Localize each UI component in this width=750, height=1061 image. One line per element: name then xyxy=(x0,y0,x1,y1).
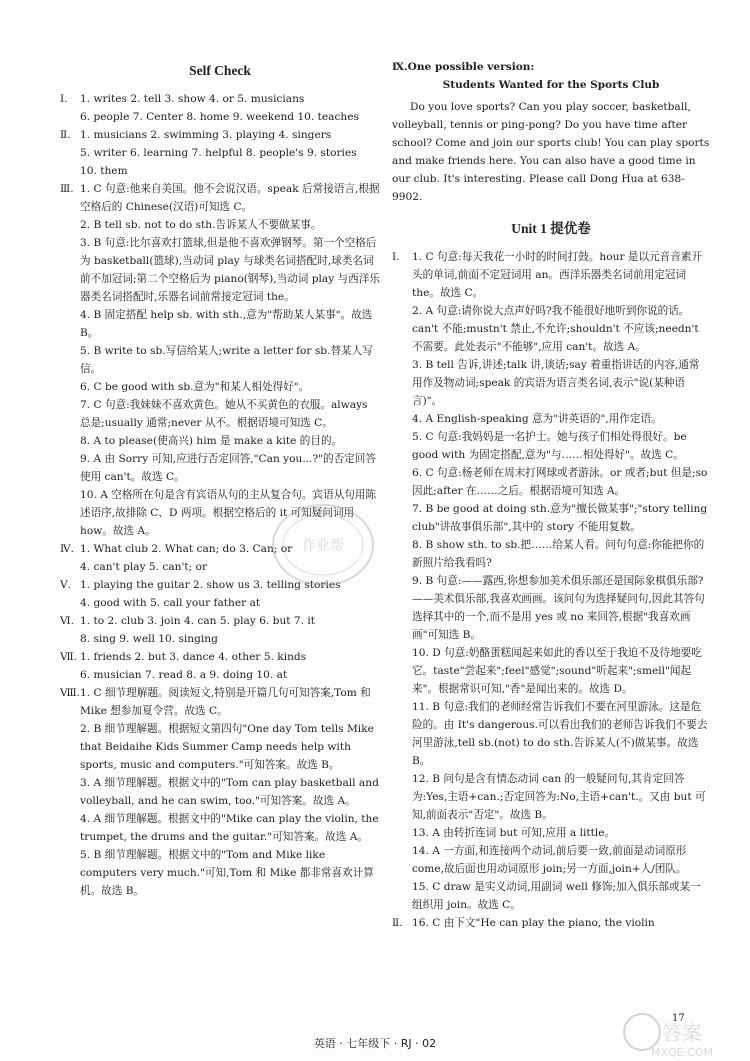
answer-text: 1. musicians 2. swimming 3. playing 4. singers xyxy=(80,129,332,141)
answer-text: 5. B write to sb.写信给某人;write a letter for sb.替某人写信。 xyxy=(80,345,373,375)
section-number: Ⅵ. xyxy=(60,615,75,627)
answer-line xyxy=(60,378,380,396)
answer-text: 1. What club 2. What can; do 3. Can; or xyxy=(80,543,293,555)
answer-line xyxy=(60,144,380,162)
answer-line xyxy=(60,666,380,684)
section-number: Ⅳ. xyxy=(60,543,74,555)
answer-text: 11. B 句意:我们的老师经常告诉我们不要在河里游泳。这是危险的。由 It's dangerous.可以看出我们的老师告诉我们不要去河里游泳,tell sb.(not) to do sth.告诉某人(不)做某事。故选 B。 xyxy=(412,701,708,767)
section-title-unit1: Unit 1 提优卷 xyxy=(511,221,591,236)
answer-line xyxy=(392,536,710,572)
svg-text:答案: 答案 xyxy=(662,1021,702,1045)
left-answer-list xyxy=(60,90,380,900)
answer-line xyxy=(60,162,380,180)
answer-line xyxy=(60,306,380,342)
right-column xyxy=(392,58,710,932)
answer-text: 16. C 由下文"He can play the piano, the violin xyxy=(412,917,655,929)
answer-text: 6. C be good with sb.意为"和某人相处得好"。 xyxy=(80,381,310,393)
section-number: Ⅰ. xyxy=(392,251,400,263)
answer-text: 4. A English-speaking 意为"讲英语的",用作定语。 xyxy=(412,413,662,425)
answer-text: 7. B be good at doing sth.意为"擅长做某事";"story telling club"讲故事俱乐部",其中的 story 不能用复数。 xyxy=(412,503,708,533)
answer-line xyxy=(392,464,710,500)
answer-text: 1. writes 2. tell 3. show 4. or 5. musicians xyxy=(80,93,305,105)
section-number: Ⅱ. xyxy=(60,129,71,141)
answer-line xyxy=(60,216,380,234)
answer-line xyxy=(60,774,380,810)
answer-line xyxy=(392,770,710,824)
page-footer: 英语 · 七年级下 · RJ · 02 xyxy=(313,1037,437,1050)
answer-line xyxy=(60,684,380,720)
answer-line xyxy=(60,342,380,378)
answer-line xyxy=(60,234,380,306)
section-number: Ⅲ. xyxy=(60,183,74,195)
answer-text: 2. B tell sb. not to do sth.告诉某人不要做某事。 xyxy=(80,219,322,231)
answer-text: 8. B show sth. to sb.把……给某人看。问句句意:你能把你的新照片给我看吗? xyxy=(412,539,705,569)
answer-text: 10. D 句意:奶酪蛋糕闻起来如此的香以至于我迫不及待地要吃它。taste"尝起来";feel"感觉";sound"听起来";smell"闻起来"。根据常识可知,"香"是闻出来的。故选 D。 xyxy=(412,647,702,695)
answer-text: 3. B 句意:比尔喜欢打篮球,但是他不喜欢弹钢琴。第一个空格后为 basketball(篮球),当动词 play 与球类名词搭配时,球类名词前不加冠词;第二个空格后为 piano(钢琴),当动词 play 与西洋乐器类名词搭配时,乐器名词前常接定冠词 the。 xyxy=(80,237,380,303)
answer-text: 7. C 句意:我妹妹不喜欢黄色。她从不买黄色的衣服。always 总是;usually 通常;never 从不。根据语境可知选 C。 xyxy=(80,399,368,429)
answer-line xyxy=(392,698,710,770)
answer-text: 5. C 句意:我妈妈是一名护士。她与孩子们相处得很好。be good with 为固定搭配,意为"与……相处得好"。故选 C。 xyxy=(412,431,687,461)
answer-line xyxy=(60,720,380,774)
answer-text: 4. A 细节理解题。根据文中的"Mike can play the violin, the trumpet, the drums and the guitar."可知答案。故选 A。 xyxy=(80,813,379,843)
section-title-self-check: Self Check xyxy=(189,63,251,78)
answer-text: 9. A 由 Sorry 可知,应进行否定回答,"Can you...?"的否定回答使用 can't。故选 C。 xyxy=(80,453,376,483)
answer-line xyxy=(392,878,710,914)
section-number: Ⅷ. xyxy=(60,687,81,699)
answer-text: 1. friends 2. but 3. dance 4. other 5. kinds xyxy=(80,651,307,663)
answer-line xyxy=(60,396,380,432)
section-number: Ⅶ. xyxy=(60,651,78,663)
answer-line xyxy=(392,248,710,302)
answer-line xyxy=(60,432,380,450)
section-number: Ⅱ. xyxy=(392,917,403,929)
answer-text: 2. B 细节理解题。根据短文第四句"One day Tom tells Mike that Beidaihe Kids Summer Camp needs help with sports, music and computers."可知答案。故选 B。 xyxy=(80,723,374,771)
answer-text: 3. B tell 告诉,讲述;talk 讲,谈话;say 着重指讲话的内容,通常用作及物动词;speak 的宾语为语言类名词,表示"说(某种语言)"。 xyxy=(412,359,700,407)
answer-line xyxy=(392,842,710,878)
answer-line xyxy=(392,824,710,842)
svg-text:MXQE.COM: MXQE.COM xyxy=(651,1046,713,1059)
answer-line xyxy=(60,630,380,648)
right-answer-list xyxy=(392,248,710,932)
page-number: 17 xyxy=(672,1013,685,1024)
answer-line xyxy=(60,108,380,126)
answer-text: 5. writer 6. learning 7. helpful 8. people's 9. stories xyxy=(80,147,357,159)
answer-text: 3. A 细节理解题。根据文中的"Tom can play basketball and volleyball, and he can swim, too."可知答案。故选 A。 xyxy=(80,777,379,807)
answer-line xyxy=(60,180,380,216)
essay-heading: Ⅸ.One possible version: xyxy=(392,61,535,73)
answer-text: 14. A 一方面,和连接两个动词,前后要一致,前面是动词原形 come,故后面也用动词原形 join;另一方面,join+人/团队。 xyxy=(412,845,687,875)
answer-text: 6. C 句意:杨老师在周末打网球或者游泳。or 或者;but 但是;so 因此;after 在……之后。根据语境可知选 A。 xyxy=(412,467,708,497)
answer-text: 1. C 句意:他来自美国。他不会说汉语。speak 后常接语言,根据空格后的 Chinese(汉语)可知选 C。 xyxy=(80,183,380,213)
answer-line xyxy=(392,410,710,428)
answer-text: 9. B 句意:——露西,你想参加美术俱乐部还是国际象棋俱乐部?——美术俱乐部,我喜欢画画。该问句为选择疑问句,因此其答句选择其中的一个,而不是用 yes 或 no 来回答,根据"我喜欢画画"可知选 B。 xyxy=(412,575,705,641)
answer-text: 2. A 句意:请你说大点声好吗?我不能很好地听到你说的话。can't 不能;mustn't 禁止,不允许;shouldn't 不应该;needn't 不需要。此处表示"不能够",应用 can't。故选 A。 xyxy=(412,305,699,353)
answer-text: 8. sing 9. well 10. singing xyxy=(80,633,218,645)
answer-line xyxy=(60,810,380,846)
answer-line xyxy=(392,644,710,698)
answer-text: 4. good with 5. call your father at xyxy=(80,597,261,609)
stamp-seal-icon xyxy=(268,500,378,590)
answer-text: 4. can't play 5. can't; or xyxy=(80,561,208,573)
answer-text: 8. A to please(使高兴) him 是 make a kite 的目的。 xyxy=(80,435,343,447)
answer-line xyxy=(392,428,710,464)
answer-line xyxy=(60,648,380,666)
answer-text: 1. playing the guitar 2. show us 3. telling stories xyxy=(80,579,341,591)
answer-line xyxy=(60,90,380,108)
answer-text: 4. B 固定搭配 help sb. with sth.,意为"帮助某人某事"。故选 B。 xyxy=(80,309,373,339)
answer-text: 1. to 2. club 3. join 4. can 5. play 6. but 7. it xyxy=(80,615,316,627)
svg-text:作业帮: 作业帮 xyxy=(302,538,344,554)
answer-text: 13. A 由转折连词 but 可知,应用 a little。 xyxy=(412,827,616,839)
answer-text: 15. C draw 是实义动词,用副词 well 修饰;加入俱乐部或某一组织用 join。故选 C。 xyxy=(412,881,701,911)
section-number: Ⅴ. xyxy=(60,579,72,591)
answer-line xyxy=(60,846,380,900)
answer-text: 12. B 问句是含有情态动词 can 的一般疑问句,其肯定回答为:Yes,主语+can.;否定回答为:No,主语+can't.。又由 but 可知,前面表示"否定"。故选 B。 xyxy=(412,773,706,821)
answer-text: 10. them xyxy=(80,165,128,177)
left-column xyxy=(60,58,380,900)
essay-body: Do you love sports? Can you play soccer, basketball, volleyball, tennis or ping-pong? Do you have time after school? Come and join our sports club! You can play sports and make friends here. You can also have a good time in our club. It's interesting. Please call Dong Hua at 638-9902. xyxy=(392,101,710,203)
answer-line xyxy=(60,450,380,486)
essay-title: Students Wanted for the Sports Club xyxy=(442,79,660,91)
answer-text: 5. B 细节理解题。根据文中的"Tom and Mike like computers very much."可知,Tom 和 Mike 都非常喜欢计算机。故选 B。 xyxy=(80,849,374,897)
answer-text: 1. C 句意:每天我花一小时的时间打鼓。hour 是以元音音素开头的单词,前面不定冠词用 an。西洋乐器类名词前用定冠词 the。故选 C。 xyxy=(412,251,703,299)
answer-line xyxy=(60,612,380,630)
answer-line xyxy=(392,914,710,932)
answer-text: 6. people 7. Center 8. home 9. weekend 10. teaches xyxy=(80,111,359,123)
answer-line xyxy=(60,594,380,612)
answer-text: 1. C 细节理解题。阅读短文,特别是开篇几句可知答案,Tom 和 Mike 想参加夏令营。故选 C。 xyxy=(80,687,371,717)
answer-text: 6. musician 7. read 8. a 9. doing 10. at xyxy=(80,669,288,681)
answer-line xyxy=(392,356,710,410)
answer-line xyxy=(60,126,380,144)
answer-line xyxy=(392,500,710,536)
answer-line xyxy=(392,572,710,644)
answer-line xyxy=(392,302,710,356)
answer-text: 10. A 空格所在句是含有宾语从句的主从复合句。宾语从句用陈述语序,故排除 C、D 两项。根据空格后的 it 可知疑问词用 how。故选 A。 xyxy=(80,489,377,537)
section-number: Ⅰ. xyxy=(60,93,68,105)
